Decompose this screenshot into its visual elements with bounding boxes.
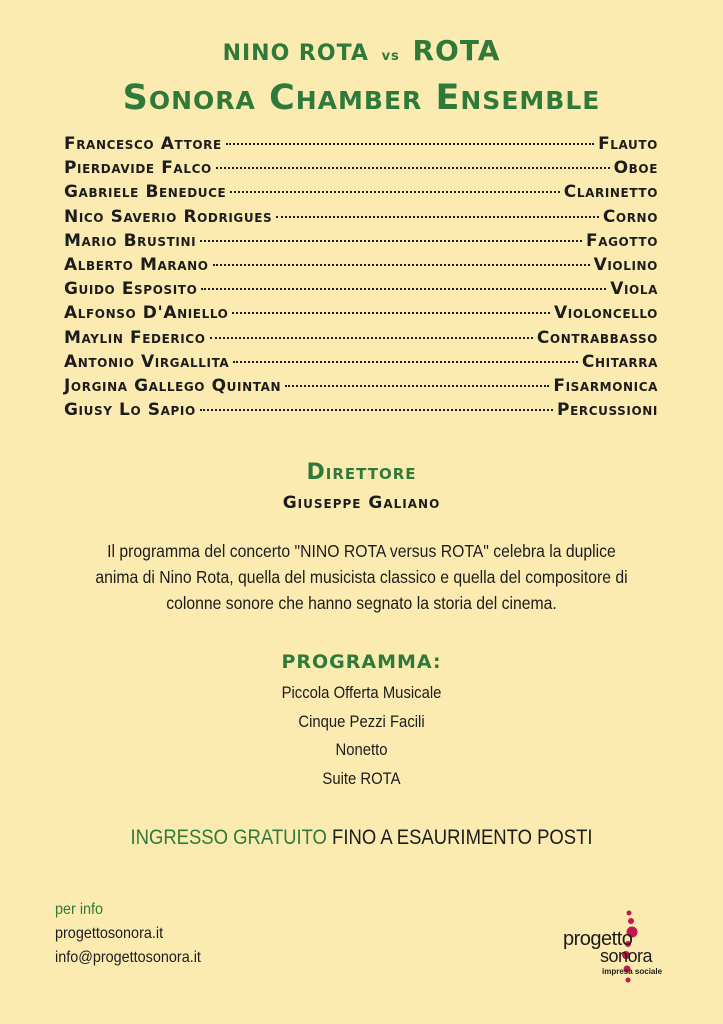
musician-name: Alfonso D'Aniello (64, 303, 229, 324)
dot-leader (230, 191, 559, 193)
dot-leader (232, 312, 550, 314)
dot-leader (276, 216, 599, 218)
musician-name: Gabriele Beneduce (64, 182, 227, 203)
roster-item (64, 279, 658, 303)
instrument: Viola (610, 279, 658, 300)
dot-leader (200, 240, 582, 242)
entry-notice (43, 826, 679, 850)
logo-word-progetto: progetto (563, 928, 633, 950)
director-name: Giuseppe Galiano (282, 493, 441, 513)
program-item: Nonetto (335, 741, 388, 759)
instrument: Flauto (598, 134, 658, 154)
musician-name: Pierdavide Falco (64, 158, 212, 179)
dot-leader (210, 337, 533, 339)
concert-title (0, 34, 723, 67)
instrument: Contrabbasso (536, 327, 658, 348)
instrument: Violino (593, 254, 658, 275)
ensemble-title: Sonora Chamber Ensemble (122, 78, 601, 118)
entry-rest: FINO A ESAURIMENTO POSTI (332, 826, 593, 849)
roster-item (64, 255, 658, 279)
instrument: Percussioni (557, 400, 658, 421)
program-item: Piccola Offerta Musicale (281, 684, 442, 702)
roster-list (64, 134, 658, 424)
dot-leader (213, 264, 590, 266)
musician-name: Nico Saverio Rodrigues (64, 206, 273, 227)
musician-name: Antonio Virgallita (64, 351, 230, 372)
dot-leader (233, 361, 578, 363)
roster-item (64, 303, 658, 327)
program-description: Il programma del concerto "NINO ROTA versus ROTA" celebra la duplice anima di Nino Rota, quella del musicista classico e quella del compositore di colonne sonore che hanno segnato la storia del cinema. (95, 541, 628, 613)
free-entry-highlight: INGRESSO GRATUITO (130, 826, 327, 849)
musician-name: Giusy Lo Sapio (64, 400, 196, 421)
title-left: NINO ROTA (222, 41, 369, 66)
musician-name: Guido Esposito (64, 279, 198, 300)
dot-leader (216, 167, 610, 169)
dot-leader (200, 409, 553, 411)
director-label: Direttore (306, 460, 417, 485)
dot-leader (285, 385, 549, 387)
roster-item (64, 231, 658, 255)
musician-name: Alberto Marano (64, 254, 209, 275)
roster-item (64, 352, 658, 376)
program-label: PROGRAMMA: (281, 651, 442, 673)
roster-item (64, 328, 658, 352)
roster-item (64, 207, 658, 231)
dot-leader (201, 288, 606, 290)
instrument: Corno (602, 206, 658, 227)
musician-name: Francesco Attore (64, 134, 222, 154)
title-right: ROTA (412, 34, 501, 67)
website-link[interactable]: progettosonora.it (55, 925, 164, 942)
roster-item (64, 134, 658, 158)
dot-leader (226, 143, 594, 145)
roster-item (64, 158, 658, 182)
contact-info (55, 898, 201, 970)
progetto-sonora-logo (558, 910, 688, 990)
instrument: Chitarra (581, 351, 658, 372)
instrument: Fisarmonica (553, 375, 658, 396)
program-list (0, 679, 723, 793)
logo-tagline: impresa sociale (602, 967, 663, 976)
instrument: Clarinetto (563, 182, 658, 203)
instrument: Violoncello (554, 303, 658, 324)
instrument: Fagotto (586, 230, 658, 251)
musician-name: Jorgina Gallego Quintan (64, 375, 282, 396)
roster-item (64, 376, 658, 400)
logo-word-sonora: sonora (600, 946, 653, 966)
program-item: Suite ROTA (322, 769, 401, 788)
title-vs: vs (381, 49, 400, 64)
program-item: Cinque Pezzi Facili (298, 712, 425, 731)
roster-item (64, 182, 658, 206)
info-label: per info (55, 901, 104, 918)
instrument: Oboe (613, 158, 658, 179)
musician-name: Maylin Federico (64, 327, 206, 348)
musician-name: Mario Brustini (64, 230, 197, 251)
roster-item (64, 400, 658, 424)
email-link[interactable]: info@progettosonora.it (55, 949, 201, 966)
